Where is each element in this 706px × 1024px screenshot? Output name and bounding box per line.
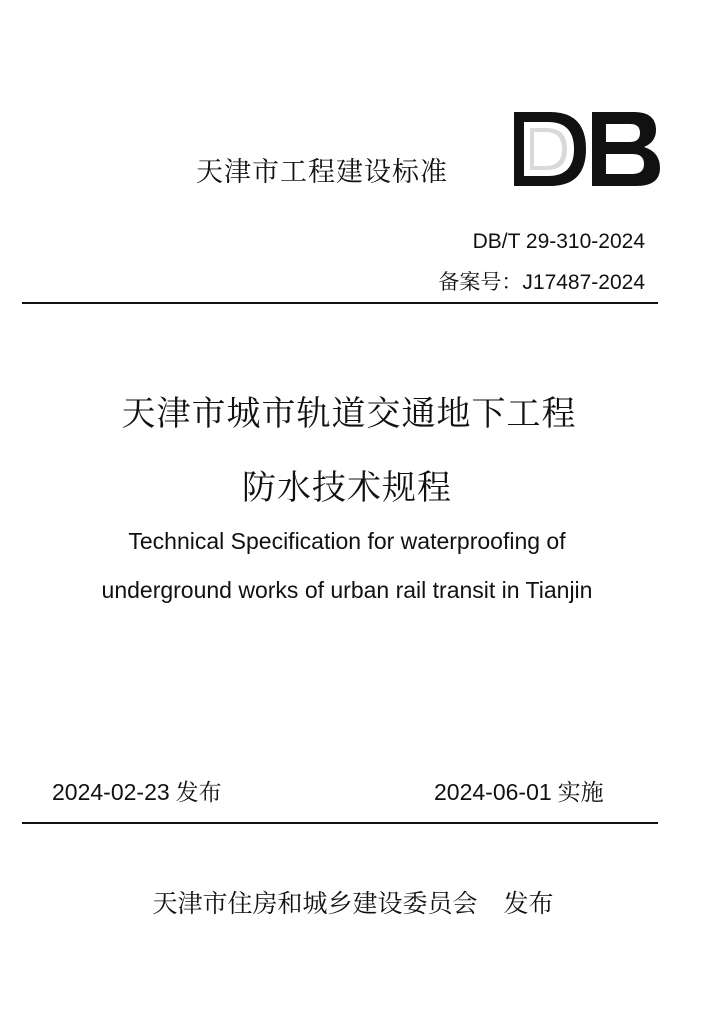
publish-label: 发布 bbox=[503, 890, 554, 918]
top-divider bbox=[22, 302, 658, 304]
issuer-name: 天津市住房和城乡建设委员会 bbox=[152, 890, 478, 918]
bottom-divider bbox=[22, 822, 658, 824]
implement-label: 实施 bbox=[557, 779, 604, 805]
record-number: 备案号：J17487-2024 bbox=[438, 271, 645, 294]
issue-label: 发布 bbox=[175, 779, 222, 805]
standard-code: DB/T 29-310-2024 bbox=[472, 230, 645, 253]
title-english-line-1: Technical Specification for waterproofing of bbox=[128, 528, 566, 554]
title-chinese-line-2: 防水技术规程 bbox=[242, 469, 452, 507]
issue-date-block bbox=[52, 774, 222, 807]
title-chinese-line-1: 天津市城市轨道交通地下工程 bbox=[121, 395, 577, 433]
issue-date: 2024-02-23 bbox=[52, 779, 170, 805]
title-english-line-2: underground works of urban rail transit in Tianjin bbox=[101, 577, 593, 603]
implement-date-block bbox=[434, 774, 604, 807]
standard-series-label: 天津市工程建设标准 bbox=[196, 157, 448, 187]
issuer-block bbox=[0, 884, 706, 920]
implement-date: 2024-06-01 bbox=[434, 779, 552, 805]
db-logo bbox=[510, 108, 662, 190]
